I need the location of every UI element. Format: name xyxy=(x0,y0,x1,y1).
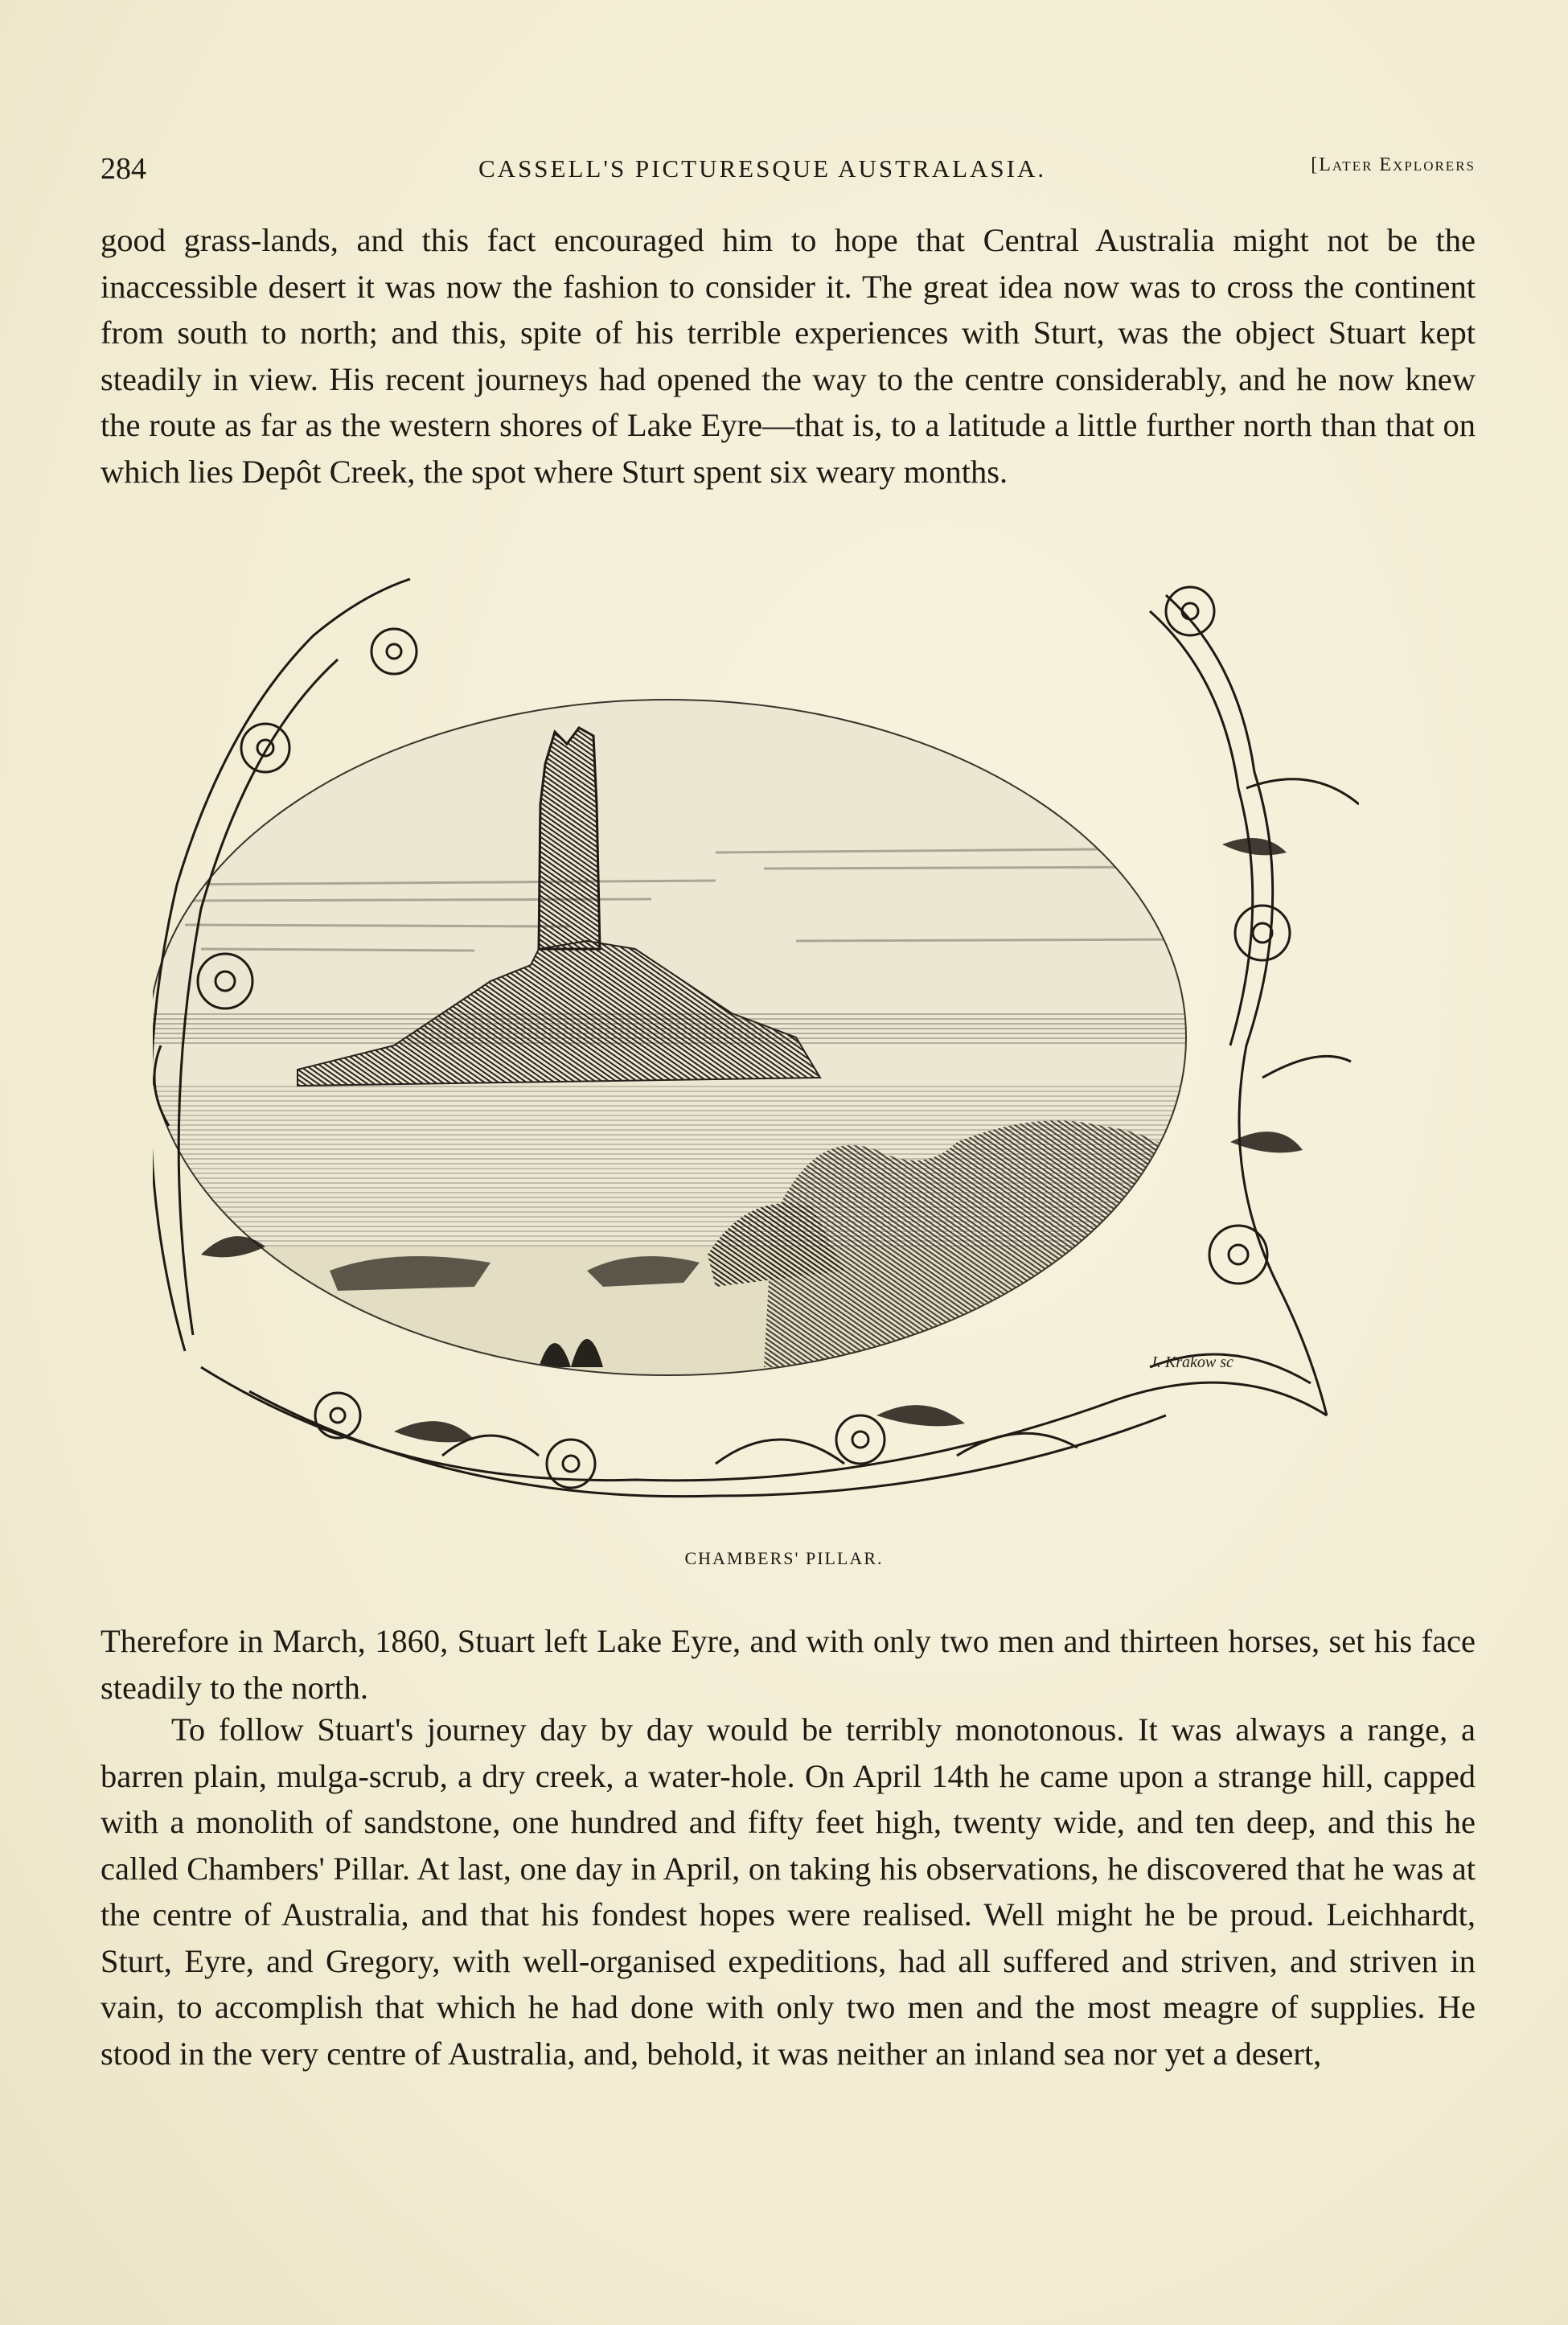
landscape-scene xyxy=(153,563,1359,1528)
paragraph-continued xyxy=(101,217,1476,495)
paragraph-text: good grass-lands, and this fact encouraged him to hope that Central Australia might not be the inaccessible desert it was now the fashion to consider it. The great idea now was to cross the continent from south to north; and this, spite of his terrible experiences with Sturt, was the object Stuart kept steadily in view. His recent journeys had opened the way to the centre considerably, and he now knew the route as far as the western shores of Lake Eyre—that is, to a latitude a little further north than that on which lies Depôt Creek, the spot where Sturt spent six weary months. xyxy=(101,222,1476,490)
book-title: CASSELL'S PICTURESQUE AUSTRALASIA. xyxy=(478,154,1047,183)
running-head xyxy=(101,151,1476,191)
paragraph-text: To follow Stuart's journey day by day would be terribly monotonous. It was always a range, a barren plain, mulga-scrub, a dry creek, a water-hole. On April 14th he came upon a strange hill, capped with a monolith of sandstone, one hundred and fifty feet high, twenty wide, and ten deep, and this he called Chambers' Pillar. At last, one day in April, on taking his observations, he discovered that he was at the centre of Australia, and that his fondest hopes were realised. Well might he be proud. Leichhardt, Sturt, Eyre, and Gregory, with well-organised expeditions, had all suffered and striven, and striven in vain, to accomplish that which he had done with only two men and the most meagre of supplies. He stood in the very centre of Australia, and, behold, it was neither an inland sea nor yet a desert, xyxy=(101,1711,1476,2072)
sandstone-pillar xyxy=(539,728,600,949)
section-title: [Later Explorers xyxy=(1311,154,1476,175)
engraver-signature: J. Krakow sc xyxy=(1150,1354,1233,1371)
paragraph xyxy=(101,1618,1476,1711)
paragraph xyxy=(101,1707,1476,2076)
chambers-pillar-engraving xyxy=(153,563,1359,1528)
page-number: 284 xyxy=(101,152,146,186)
illustration-caption: CHAMBERS' PILLAR. xyxy=(684,1548,884,1568)
paragraph-text: Therefore in March, 1860, Stuart left Lake Eyre, and with only two men and thirteen horses, set his face steadily to the north. xyxy=(101,1623,1476,1706)
